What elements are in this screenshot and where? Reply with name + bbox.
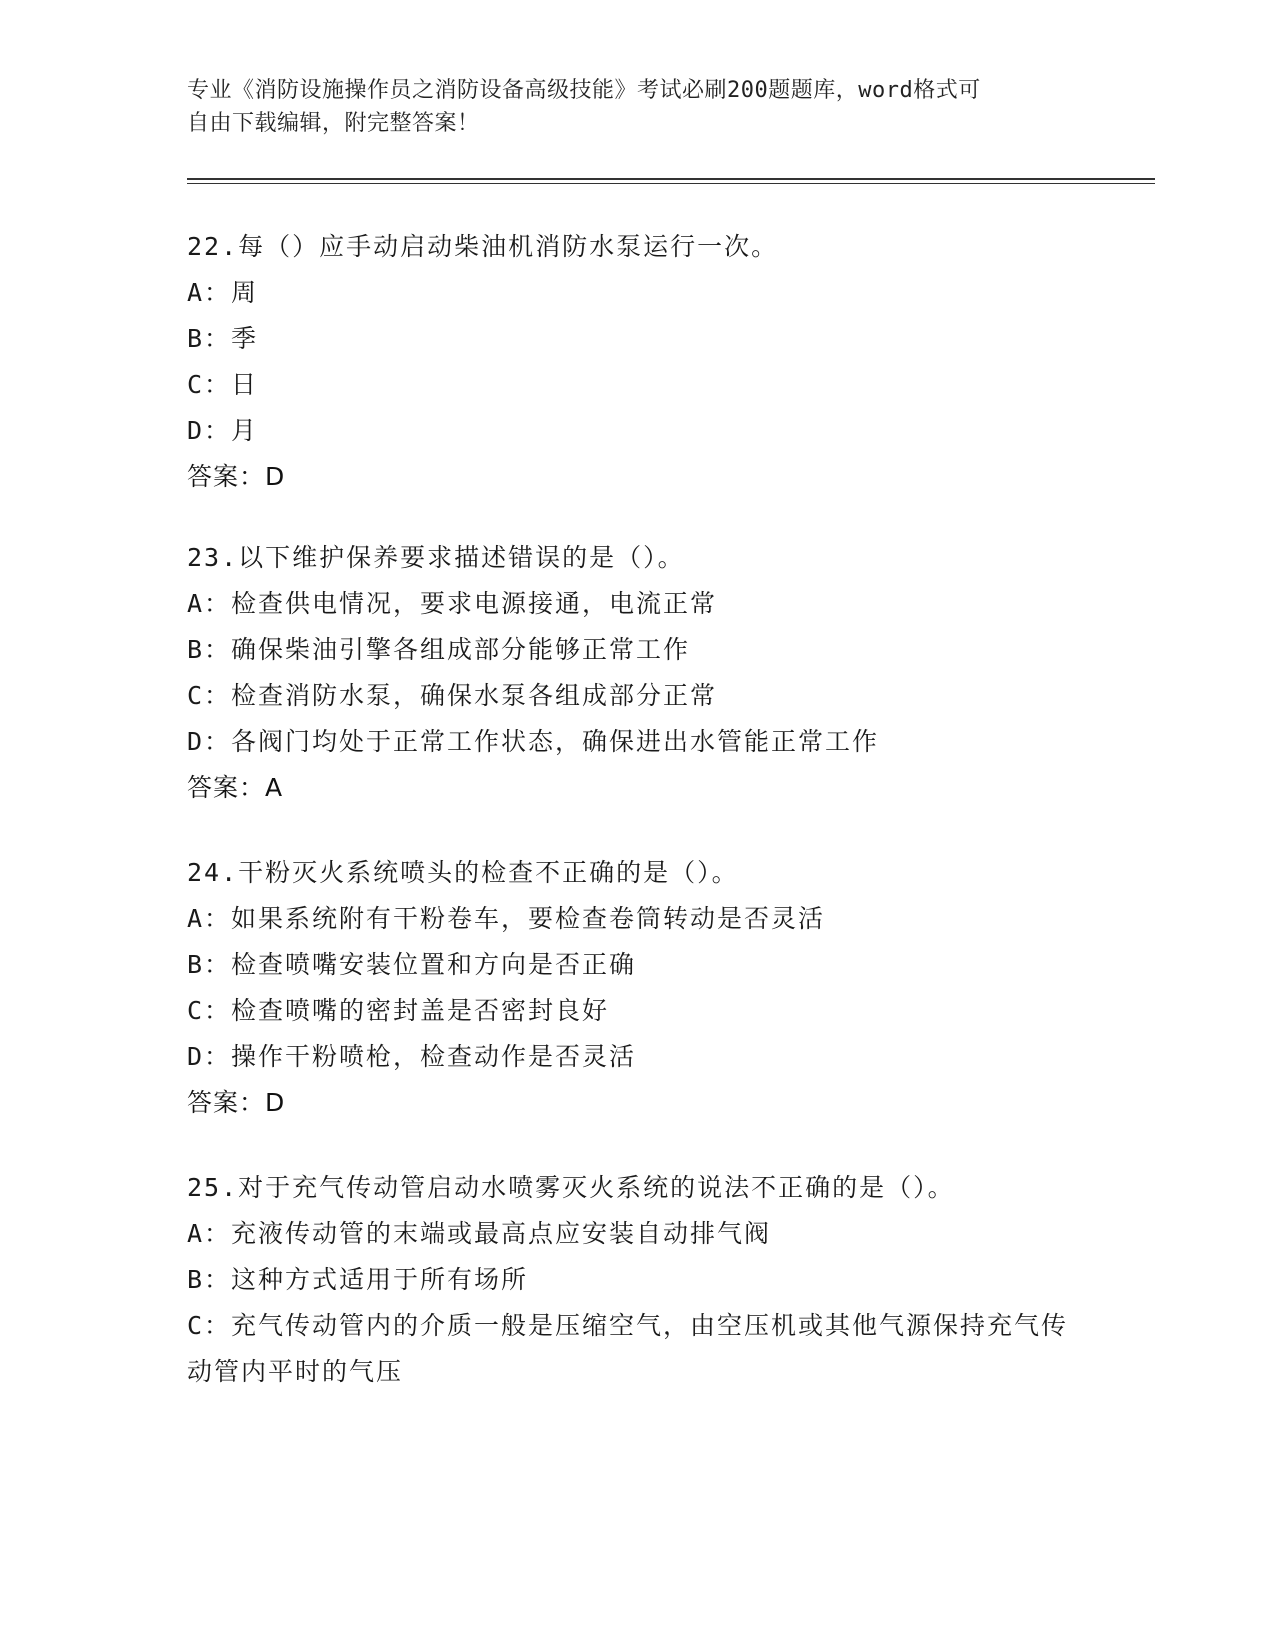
option-b: B：确保柴油引擎各组成部分能够正常工作 bbox=[187, 635, 691, 664]
header-line-2: 自由下载编辑，附完整答案！ bbox=[187, 111, 480, 136]
option-c: C：检查消防水泵，确保水泵各组成部分正常 bbox=[187, 681, 718, 710]
question-title: 22.每（）应手动启动柴油机消防水泵运行一次。 bbox=[187, 232, 779, 261]
option-c: C：充气传动管内的介质一般是压缩空气，由空压机或其他气源保持充气传动管内平时的气压 bbox=[187, 1311, 1069, 1386]
option-a: A：检查供电情况，要求电源接通，电流正常 bbox=[187, 589, 718, 618]
answer-line: 答案：D bbox=[187, 462, 286, 491]
option-d: D：操作干粉喷枪，检查动作是否灵活 bbox=[187, 1042, 637, 1071]
question-title: 23.以下维护保养要求描述错误的是（）。 bbox=[187, 543, 685, 572]
question-22 bbox=[187, 224, 1087, 500]
option-d: D：各阀门均处于正常工作状态，确保进出水管能正常工作 bbox=[187, 727, 880, 756]
option-a: A：充液传动管的末端或最高点应安装自动排气阀 bbox=[187, 1219, 772, 1248]
option-b: B：检查喷嘴安装位置和方向是否正确 bbox=[187, 950, 637, 979]
answer-line: 答案：A bbox=[187, 773, 284, 802]
option-b: B：这种方式适用于所有场所 bbox=[187, 1265, 529, 1294]
header-divider-thin bbox=[187, 183, 1155, 184]
document-header bbox=[187, 74, 1067, 140]
option-c: C：日 bbox=[187, 370, 259, 399]
question-title: 25.对于充气传动管启动水喷雾灭火系统的说法不正确的是（）。 bbox=[187, 1173, 955, 1202]
question-23 bbox=[187, 535, 1087, 811]
option-a: A：如果系统附有干粉卷车，要检查卷筒转动是否灵活 bbox=[187, 904, 826, 933]
question-24 bbox=[187, 850, 1087, 1126]
header-divider-thick bbox=[187, 178, 1155, 180]
option-b: B：季 bbox=[187, 324, 259, 353]
question-title: 24.干粉灭火系统喷头的检查不正确的是（）。 bbox=[187, 858, 739, 887]
answer-line: 答案：D bbox=[187, 1088, 286, 1117]
question-25 bbox=[187, 1165, 1087, 1395]
option-a: A：周 bbox=[187, 278, 259, 307]
option-d: D：月 bbox=[187, 416, 259, 445]
option-c: C：检查喷嘴的密封盖是否密封良好 bbox=[187, 996, 610, 1025]
header-line-1: 专业《消防设施操作员之消防设备高级技能》考试必刷200题题库，word格式可 bbox=[187, 78, 981, 103]
